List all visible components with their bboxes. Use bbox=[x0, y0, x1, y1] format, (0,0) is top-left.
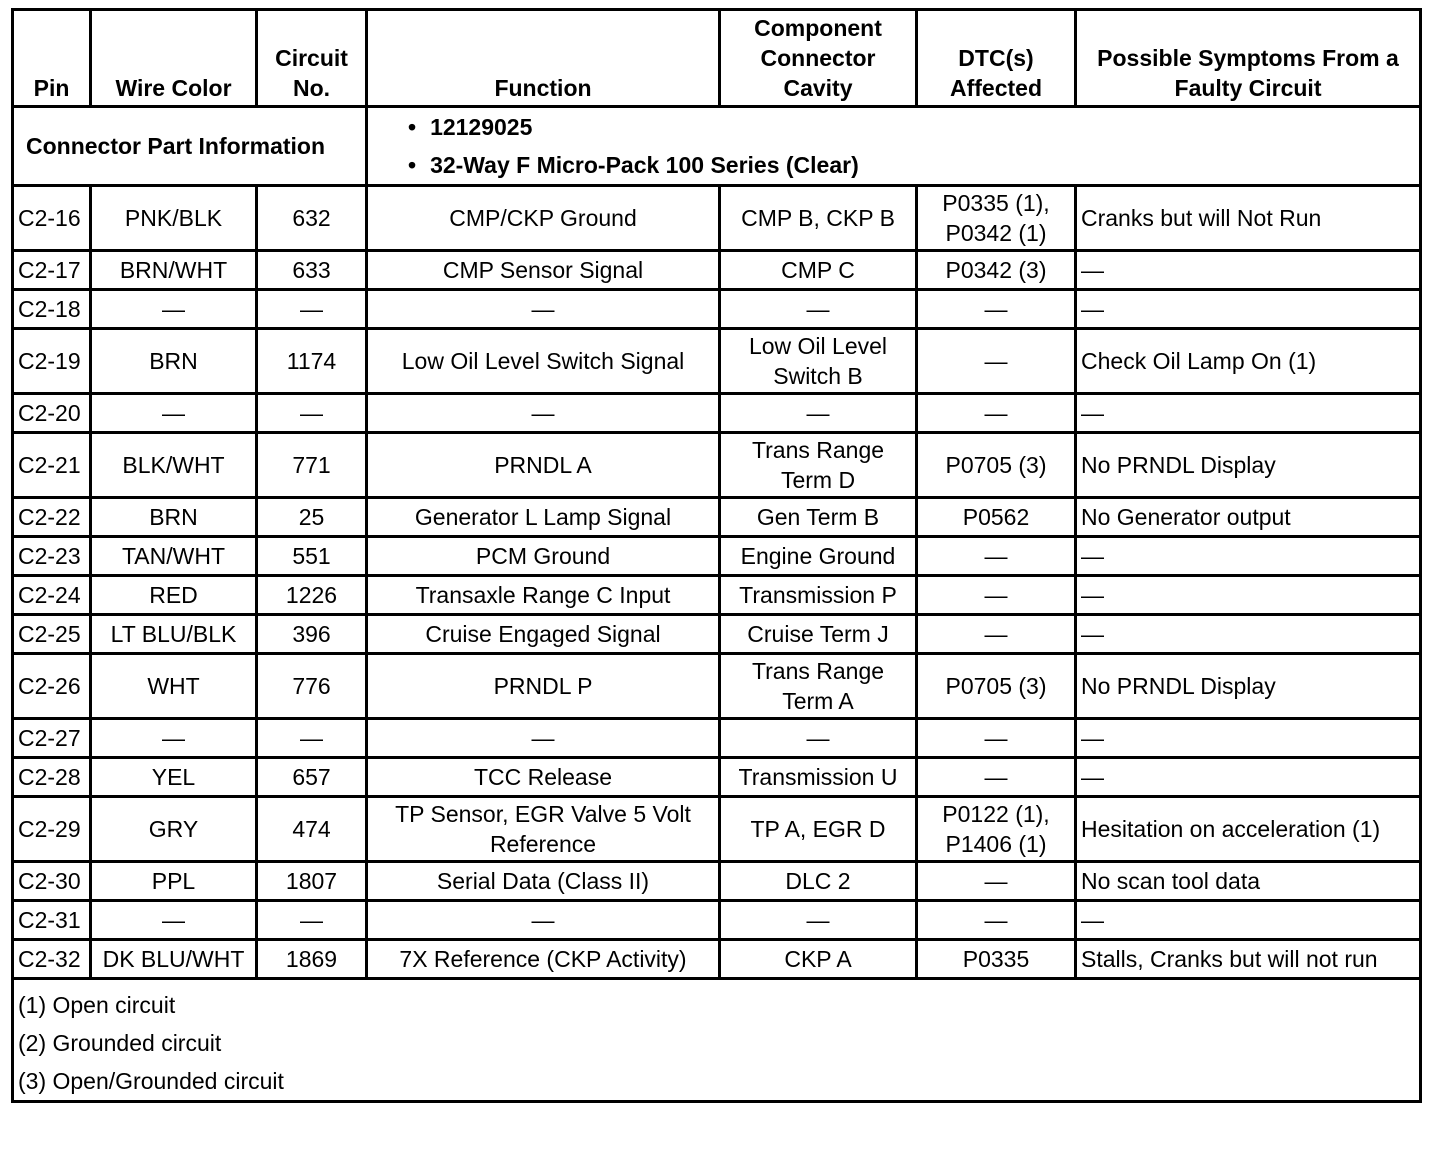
cell-pin: C2-25 bbox=[13, 615, 91, 654]
cell-component-cavity: CMP B, CKP B bbox=[720, 186, 917, 251]
cell-wire-color: DK BLU/WHT bbox=[91, 940, 257, 979]
footnote: (2) Grounded circuit bbox=[18, 1030, 222, 1056]
cell-symptom: — bbox=[1076, 251, 1421, 290]
cell-dtcs: — bbox=[917, 758, 1076, 797]
cell-pin: C2-17 bbox=[13, 251, 91, 290]
cell-wire-color: BRN bbox=[91, 329, 257, 394]
cell-dtcs: — bbox=[917, 576, 1076, 615]
part-number: • 12129025 bbox=[408, 108, 1415, 146]
cell-function: — bbox=[367, 290, 720, 329]
connector-info-label: Connector Part Information bbox=[13, 107, 367, 186]
cell-component-cavity: Cruise Term J bbox=[720, 615, 917, 654]
cell-function: Generator L Lamp Signal bbox=[367, 498, 720, 537]
cell-component-cavity: — bbox=[720, 719, 917, 758]
cell-symptom: No PRNDL Display bbox=[1076, 654, 1421, 719]
cell-circuit-no: 657 bbox=[257, 758, 367, 797]
table-row bbox=[13, 394, 1421, 433]
cell-symptom: Cranks but will Not Run bbox=[1076, 186, 1421, 251]
header-dtcs: DTC(s) Affected bbox=[917, 10, 1076, 107]
cell-pin: C2-18 bbox=[13, 290, 91, 329]
cell-circuit-no: 1869 bbox=[257, 940, 367, 979]
cell-dtcs: P0335 bbox=[917, 940, 1076, 979]
table-row bbox=[13, 433, 1421, 498]
header-wire-color: Wire Color bbox=[91, 10, 257, 107]
cell-dtcs: P0122 (1), P1406 (1) bbox=[917, 797, 1076, 862]
cell-pin: C2-28 bbox=[13, 758, 91, 797]
cell-component-cavity: Trans Range Term D bbox=[720, 433, 917, 498]
cell-function: — bbox=[367, 901, 720, 940]
cell-symptom: No PRNDL Display bbox=[1076, 433, 1421, 498]
cell-dtcs: P0705 (3) bbox=[917, 433, 1076, 498]
table-row bbox=[13, 290, 1421, 329]
cell-circuit-no: — bbox=[257, 290, 367, 329]
table-row bbox=[13, 186, 1421, 251]
cell-pin: C2-24 bbox=[13, 576, 91, 615]
cell-function: Transaxle Range C Input bbox=[367, 576, 720, 615]
header-circuit-no: Circuit No. bbox=[257, 10, 367, 107]
header-component-cavity: Component Connector Cavity bbox=[720, 10, 917, 107]
cell-function: — bbox=[367, 719, 720, 758]
cell-wire-color: — bbox=[91, 394, 257, 433]
cell-pin: C2-23 bbox=[13, 537, 91, 576]
cell-circuit-no: 1807 bbox=[257, 862, 367, 901]
cell-wire-color: BRN/WHT bbox=[91, 251, 257, 290]
connector-info bbox=[13, 107, 1421, 186]
cell-component-cavity: TP A, EGR D bbox=[720, 797, 917, 862]
cell-component-cavity: CKP A bbox=[720, 940, 917, 979]
cell-component-cavity: CMP C bbox=[720, 251, 917, 290]
connector-document bbox=[11, 8, 1419, 1103]
cell-circuit-no: 771 bbox=[257, 433, 367, 498]
header-pin: Pin bbox=[13, 10, 91, 107]
connector-info-values bbox=[367, 107, 1421, 186]
cell-symptom: — bbox=[1076, 901, 1421, 940]
cell-symptom: No scan tool data bbox=[1076, 862, 1421, 901]
cell-function: — bbox=[367, 394, 720, 433]
cell-circuit-no: 474 bbox=[257, 797, 367, 862]
cell-symptom: Check Oil Lamp On (1) bbox=[1076, 329, 1421, 394]
cell-wire-color: WHT bbox=[91, 654, 257, 719]
cell-circuit-no: 632 bbox=[257, 186, 367, 251]
cell-symptom: — bbox=[1076, 537, 1421, 576]
cell-component-cavity: Gen Term B bbox=[720, 498, 917, 537]
cell-pin: C2-20 bbox=[13, 394, 91, 433]
cell-component-cavity: — bbox=[720, 901, 917, 940]
cell-dtcs: — bbox=[917, 329, 1076, 394]
cell-component-cavity: Engine Ground bbox=[720, 537, 917, 576]
cell-component-cavity: Trans Range Term A bbox=[720, 654, 917, 719]
cell-dtcs: P0342 (3) bbox=[917, 251, 1076, 290]
cell-dtcs: — bbox=[917, 862, 1076, 901]
cell-wire-color: YEL bbox=[91, 758, 257, 797]
header-function: Function bbox=[367, 10, 720, 107]
footnotes-cell bbox=[13, 979, 1421, 1102]
cell-wire-color: — bbox=[91, 719, 257, 758]
table-row bbox=[13, 498, 1421, 537]
cell-dtcs: P0705 (3) bbox=[917, 654, 1076, 719]
cell-function: 7X Reference (CKP Activity) bbox=[367, 940, 720, 979]
cell-dtcs: — bbox=[917, 537, 1076, 576]
cell-function: TCC Release bbox=[367, 758, 720, 797]
table-row bbox=[13, 940, 1421, 979]
cell-component-cavity: Transmission U bbox=[720, 758, 917, 797]
cell-wire-color: TAN/WHT bbox=[91, 537, 257, 576]
table-row bbox=[13, 719, 1421, 758]
cell-function: PRNDL A bbox=[367, 433, 720, 498]
cell-wire-color: — bbox=[91, 290, 257, 329]
cell-wire-color: LT BLU/BLK bbox=[91, 615, 257, 654]
cell-function: CMP Sensor Signal bbox=[367, 251, 720, 290]
cell-wire-color: — bbox=[91, 901, 257, 940]
table-row bbox=[13, 251, 1421, 290]
connector-table bbox=[11, 8, 1422, 1103]
cell-symptom: — bbox=[1076, 615, 1421, 654]
cell-pin: C2-30 bbox=[13, 862, 91, 901]
cell-component-cavity: — bbox=[720, 394, 917, 433]
cell-pin: C2-27 bbox=[13, 719, 91, 758]
cell-pin: C2-22 bbox=[13, 498, 91, 537]
cell-dtcs: — bbox=[917, 394, 1076, 433]
footnote: (3) Open/Grounded circuit bbox=[18, 1068, 284, 1094]
cell-dtcs: — bbox=[917, 615, 1076, 654]
cell-function: PRNDL P bbox=[367, 654, 720, 719]
footnotes bbox=[13, 979, 1421, 1102]
cell-function: Serial Data (Class II) bbox=[367, 862, 720, 901]
cell-pin: C2-26 bbox=[13, 654, 91, 719]
table-row bbox=[13, 758, 1421, 797]
cell-dtcs: — bbox=[917, 901, 1076, 940]
table-row bbox=[13, 862, 1421, 901]
cell-pin: C2-16 bbox=[13, 186, 91, 251]
cell-function: Low Oil Level Switch Signal bbox=[367, 329, 720, 394]
cell-circuit-no: — bbox=[257, 901, 367, 940]
cell-dtcs: P0562 bbox=[917, 498, 1076, 537]
cell-function: TP Sensor, EGR Valve 5 Volt Reference bbox=[367, 797, 720, 862]
cell-symptom: — bbox=[1076, 576, 1421, 615]
table-row bbox=[13, 901, 1421, 940]
cell-circuit-no: — bbox=[257, 394, 367, 433]
cell-component-cavity: Transmission P bbox=[720, 576, 917, 615]
cell-circuit-no: 633 bbox=[257, 251, 367, 290]
cell-function: PCM Ground bbox=[367, 537, 720, 576]
cell-pin: C2-21 bbox=[13, 433, 91, 498]
connector-description: • 32-Way F Micro-Pack 100 Series (Clear) bbox=[408, 146, 1415, 184]
cell-symptom: — bbox=[1076, 719, 1421, 758]
table-row bbox=[13, 654, 1421, 719]
cell-pin: C2-19 bbox=[13, 329, 91, 394]
cell-symptom: Stalls, Cranks but will not run bbox=[1076, 940, 1421, 979]
header-symptoms: Possible Symptoms From a Faulty Circuit bbox=[1076, 10, 1421, 107]
table-row bbox=[13, 797, 1421, 862]
cell-circuit-no: 1226 bbox=[257, 576, 367, 615]
table-row bbox=[13, 537, 1421, 576]
cell-symptom: Hesitation on acceleration (1) bbox=[1076, 797, 1421, 862]
cell-pin: C2-31 bbox=[13, 901, 91, 940]
cell-wire-color: PPL bbox=[91, 862, 257, 901]
table-row bbox=[13, 329, 1421, 394]
cell-function: CMP/CKP Ground bbox=[367, 186, 720, 251]
table-row bbox=[13, 615, 1421, 654]
cell-circuit-no: 551 bbox=[257, 537, 367, 576]
cell-wire-color: RED bbox=[91, 576, 257, 615]
footnote: (1) Open circuit bbox=[18, 992, 176, 1018]
cell-circuit-no: 396 bbox=[257, 615, 367, 654]
cell-pin: C2-32 bbox=[13, 940, 91, 979]
cell-component-cavity: Low Oil Level Switch B bbox=[720, 329, 917, 394]
cell-circuit-no: — bbox=[257, 719, 367, 758]
cell-symptom: No Generator output bbox=[1076, 498, 1421, 537]
cell-wire-color: BLK/WHT bbox=[91, 433, 257, 498]
cell-circuit-no: 776 bbox=[257, 654, 367, 719]
cell-wire-color: PNK/BLK bbox=[91, 186, 257, 251]
cell-component-cavity: — bbox=[720, 290, 917, 329]
cell-dtcs: — bbox=[917, 719, 1076, 758]
cell-wire-color: GRY bbox=[91, 797, 257, 862]
cell-pin: C2-29 bbox=[13, 797, 91, 862]
cell-function: Cruise Engaged Signal bbox=[367, 615, 720, 654]
table-header bbox=[13, 10, 1421, 107]
cell-symptom: — bbox=[1076, 394, 1421, 433]
cell-circuit-no: 1174 bbox=[257, 329, 367, 394]
cell-wire-color: BRN bbox=[91, 498, 257, 537]
cell-dtcs: — bbox=[917, 290, 1076, 329]
table-body bbox=[13, 186, 1421, 979]
cell-circuit-no: 25 bbox=[257, 498, 367, 537]
cell-dtcs: P0335 (1), P0342 (1) bbox=[917, 186, 1076, 251]
table-row bbox=[13, 576, 1421, 615]
cell-symptom: — bbox=[1076, 290, 1421, 329]
cell-component-cavity: DLC 2 bbox=[720, 862, 917, 901]
cell-symptom: — bbox=[1076, 758, 1421, 797]
